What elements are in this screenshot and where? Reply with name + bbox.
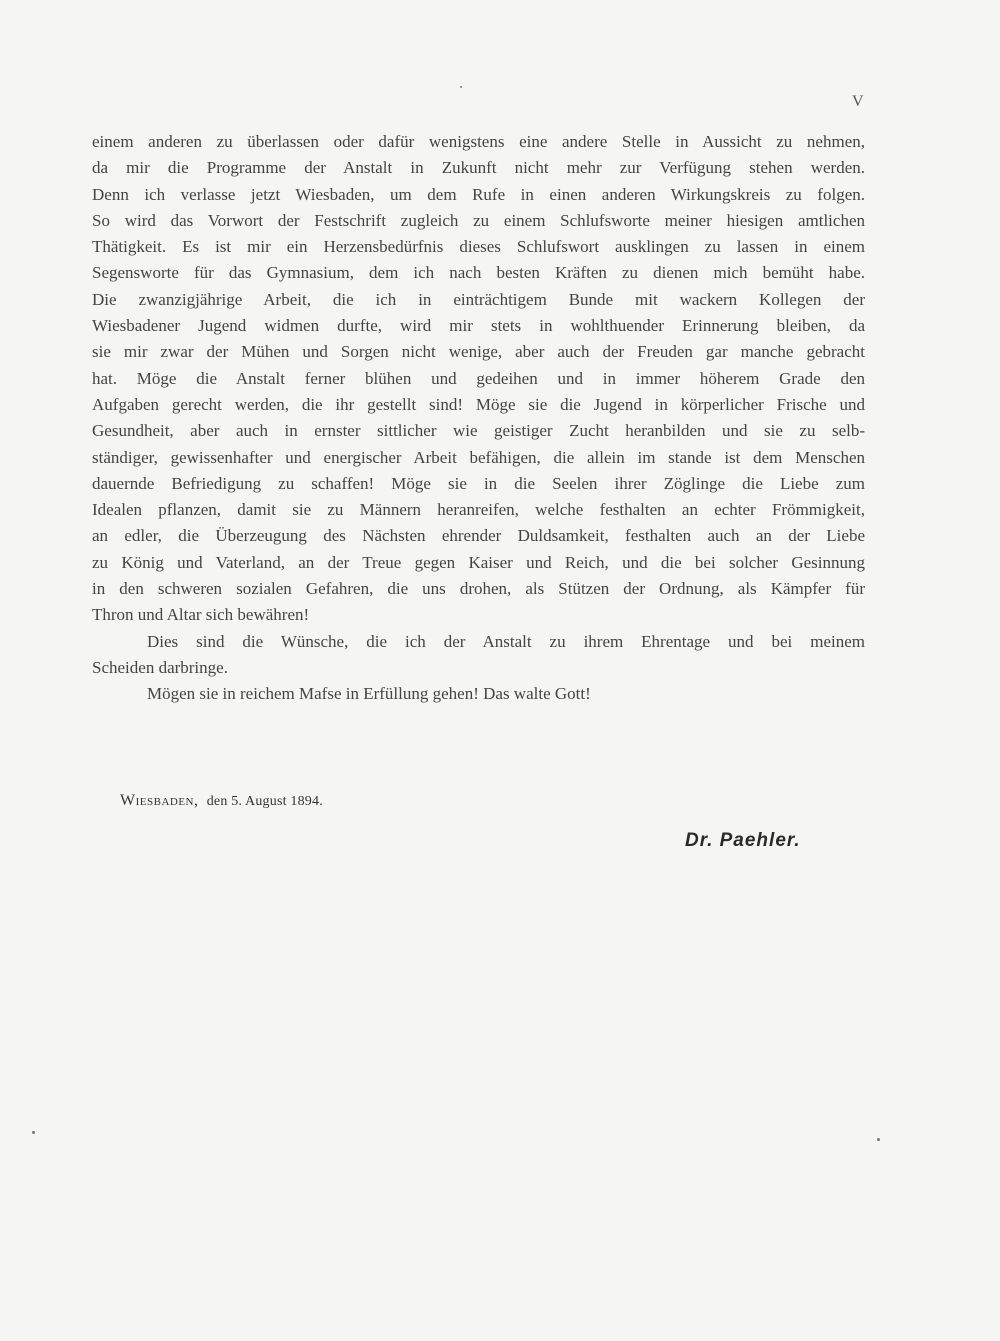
text-line: Gesundheit, aber auch in ernster sittlicher wie geistiger Zucht heranbilden und sie zu selb- xyxy=(92,421,865,441)
text-line: Idealen pflanzen, damit sie zu Männern heranreifen, welche festhalten an echter Frömmigkeit, xyxy=(92,500,865,520)
text-line: Die zwanzigjährige Arbeit, die ich in einträchtigem Bunde mit wackern Kollegen der xyxy=(92,289,865,309)
text-line: Scheiden darbringe. xyxy=(92,657,228,677)
text-line: Wiesbadener Jugend widmen durfte, wird mir stets in wohlthuender Erinnerung bleiben, da xyxy=(92,316,865,336)
text-line: Thron und Altar sich bewähren! xyxy=(92,605,310,625)
paper-speck xyxy=(32,1131,35,1134)
dateline-date: den 5. August 1894. xyxy=(206,794,323,809)
text-line: Denn ich verlasse jetzt Wiesbaden, um dem Rufe in einen anderen Wirkungskreis zu folgen. xyxy=(92,184,865,204)
text-line: an edler, die Überzeugung des Nächsten ehrender Duldsamkeit, festhalten auch an der Liebe xyxy=(92,526,865,546)
text-line: Aufgaben gerecht werden, die ihr gestellt sind! Möge sie die Jugend in körperlicher Frische und xyxy=(92,394,865,414)
text-line: Dies sind die Wünsche, die ich der Anstalt zu ihrem Ehrentage und bei meinem xyxy=(147,631,865,651)
dateline-place: Wiesbaden, xyxy=(120,792,199,809)
signature: Dr. Paehler. xyxy=(685,830,801,851)
paper-speck xyxy=(877,1138,880,1141)
text-line: So wird das Vorwort der Festschrift zugleich zu einem Schlufsworte meiner hiesigen amtlichen xyxy=(92,210,865,230)
dateline xyxy=(120,792,323,810)
text-line: einem anderen zu überlassen oder dafür wenigstens eine andere Stelle in Aussicht zu nehmen, xyxy=(92,132,865,151)
text-line: Segensworte für das Gymnasium, dem ich nach besten Kräften zu dienen mich bemüht habe. xyxy=(92,263,865,283)
text-line: Mögen sie in reichem Mafse in Erfüllung gehen! Das walte Gott! xyxy=(147,684,591,704)
text-line: zu König und Vaterland, an der Treue gegen Kaiser und Reich, und die bei solcher Gesinnung xyxy=(92,552,865,572)
paper-speck xyxy=(460,86,462,88)
text-line: dauernde Befriedigung zu schaffen! Möge sie in die Seelen ihrer Zöglinge die Liebe zum xyxy=(92,473,865,493)
text-line: ständiger, gewissenhafter und energischer Arbeit befähigen, die allein im stande ist dem Menschen xyxy=(92,447,865,467)
text-line: in den schweren sozialen Gefahren, die uns drohen, als Stützen der Ordnung, als Kämpfer für xyxy=(92,579,865,599)
text-line: da mir die Programme der Anstalt in Zukunft nicht mehr zur Verfügung stehen werden. xyxy=(92,158,865,178)
text-line: hat. Möge die Anstalt ferner blühen und gedeihen und in immer höherem Grade den xyxy=(92,368,865,388)
text-line: sie mir zwar der Mühen und Sorgen nicht wenige, aber auch der Freuden gar manche gebracht xyxy=(92,342,865,362)
text-line: Thätigkeit. Es ist mir ein Herzensbedürfnis dieses Schlufswort ausklingen zu lassen in einem xyxy=(92,237,865,257)
page-number: V xyxy=(852,93,864,110)
body-text xyxy=(92,129,865,708)
